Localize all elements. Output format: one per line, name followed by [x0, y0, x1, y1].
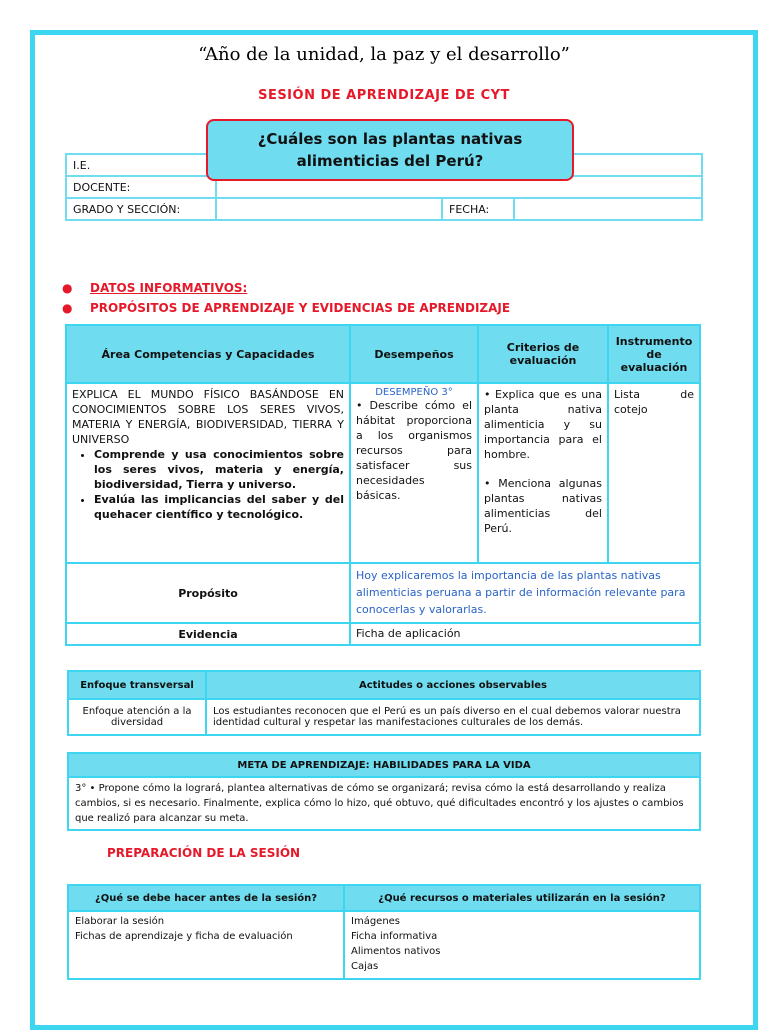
desempeno-cell — [350, 383, 478, 563]
table-row — [66, 383, 700, 563]
meta-header: META DE APRENDIZAJE: HABILIDADES PARA LA VIDA — [68, 753, 700, 777]
meta-table — [67, 752, 701, 831]
header-criterios: Criterios de evaluación — [478, 325, 608, 383]
list-item: Alimentos nativos — [351, 946, 441, 957]
evidencia-text: Ficha de aplicación — [356, 627, 461, 640]
criterio-item: • Menciona algunas plantas nativas alimenticias del Perú. — [484, 477, 602, 535]
table-row — [68, 911, 700, 979]
enfoque-text: Los estudiantes reconocen que el Perú es un país diverso en el cual debemos valorar nuestra identidad cultural y respetar las manifestaciones culturales de los demás. — [206, 699, 700, 735]
capacidades-list — [72, 447, 344, 522]
fecha-label-cell — [442, 198, 514, 220]
proposito-cell — [350, 563, 700, 623]
header-area: Área Competencias y Capacidades — [66, 325, 350, 383]
criterio-item: • Explica que es una planta nativa alimenticia y su importancia para el hombre. — [484, 388, 602, 461]
competencia-text: EXPLICA EL MUNDO FÍSICO BASÁNDOSE EN CONOCIMIENTOS SOBRE LOS SERES VIVOS, MATERIA Y ENERGÍA, BIODIVERSIDAD, TIERRA Y UNIVERSO — [72, 388, 344, 446]
table-header-row — [66, 325, 700, 383]
grado-label: GRADO Y SECCIÓN: — [73, 202, 181, 216]
capacidad-item: • Comprende y usa conocimientos sobre los seres vivos, materia y energía, biodiversidad, Tierra y universo. — [94, 447, 344, 492]
header-enfoque: Enfoque transversal — [68, 671, 206, 699]
ie-label: I.E. — [73, 158, 91, 172]
table-row — [68, 699, 700, 735]
proposito-text: Hoy explicaremos la importancia de las plantas nativas alimenticias peruana a partir de información relevante para conocerlas y valorarlas. — [356, 569, 686, 616]
year-motto: “Año de la unidad, la paz y el desarrollo” — [198, 44, 570, 65]
list-item — [62, 298, 510, 318]
competencias-table — [65, 324, 701, 646]
preparacion-table — [67, 884, 701, 980]
table-row — [66, 563, 700, 623]
session-question-box — [206, 119, 574, 181]
list-item — [62, 278, 510, 298]
session-title: SESIÓN DE APRENDIZAJE DE CYT — [258, 88, 510, 103]
competencia-cell — [66, 383, 350, 563]
list-item: Cajas — [351, 961, 379, 972]
desempeno-text: • Describe cómo el hábitat proporciona a los organismos recursos para satisfacer sus necesidades básicas. — [356, 399, 472, 502]
propositos-heading: PROPÓSITOS DE APRENDIZAJE Y EVIDENCIAS DE APRENDIZAJE — [90, 301, 511, 315]
table-header-row — [68, 753, 700, 777]
table-row — [66, 198, 702, 220]
enfoque-name: Enfoque atención a la diversidad — [68, 699, 206, 735]
header-instrumento: Instrumento de evaluación — [608, 325, 700, 383]
table-row — [68, 777, 700, 830]
recursos-cell — [344, 911, 700, 979]
header-recursos: ¿Qué recursos o materiales utilizarán en la sesión? — [344, 885, 700, 911]
list-item: Ficha informativa — [351, 931, 438, 942]
session-question: ¿Cuáles son las plantas nativas alimenticias del Perú? — [257, 130, 523, 170]
bullet-icon: ● — [62, 281, 73, 295]
instrumento-text: Lista de cotejo — [614, 388, 694, 416]
list-item: Fichas de aprendizaje y ficha de evaluación — [75, 931, 293, 942]
list-item: Imágenes — [351, 916, 401, 927]
enfoque-table — [67, 670, 701, 736]
criterios-cell — [478, 383, 608, 563]
desempeno-title: DESEMPEÑO 3° — [375, 387, 453, 398]
fecha-value-cell[interactable] — [514, 198, 702, 220]
evidencia-cell — [350, 623, 700, 645]
bullet-icon: ● — [62, 301, 73, 315]
table-header-row — [68, 671, 700, 699]
header-desempenos: Desempeños — [350, 325, 478, 383]
docente-label: DOCENTE: — [73, 180, 131, 194]
preparacion-title: PREPARACIÓN DE LA SESIÓN — [107, 846, 301, 860]
capacidad-item: • Evalúa las implicancias del saber y del quehacer científico y tecnológico. — [94, 492, 344, 522]
docente-label-cell — [66, 176, 216, 198]
grado-label-cell — [66, 198, 216, 220]
table-row — [66, 623, 700, 645]
fecha-label: FECHA: — [449, 202, 490, 216]
meta-text: 3° • Propone cómo la logrará, plantea alternativas de cómo se organizará; revisa cómo la está desarrollando y realiza cambios, si es necesario. Finalmente, explica cómo lo hizo, qué obtuvo, qué dificultades encontró y los ajustes o cambios que realizó para alcanzar su meta. — [68, 777, 700, 830]
datos-heading: DATOS INFORMATIVOS: — [90, 281, 248, 295]
grado-value-cell[interactable] — [216, 198, 442, 220]
header-actitudes: Actitudes o acciones observables — [206, 671, 700, 699]
proposito-label: Propósito — [66, 563, 350, 623]
antes-cell — [68, 911, 344, 979]
table-header-row — [68, 885, 700, 911]
header-antes: ¿Qué se debe hacer antes de la sesión? — [68, 885, 344, 911]
section-bullets — [62, 278, 510, 318]
evidencia-label: Evidencia — [66, 623, 350, 645]
list-item: Elaborar la sesión — [75, 916, 165, 927]
instrumento-cell — [608, 383, 700, 563]
